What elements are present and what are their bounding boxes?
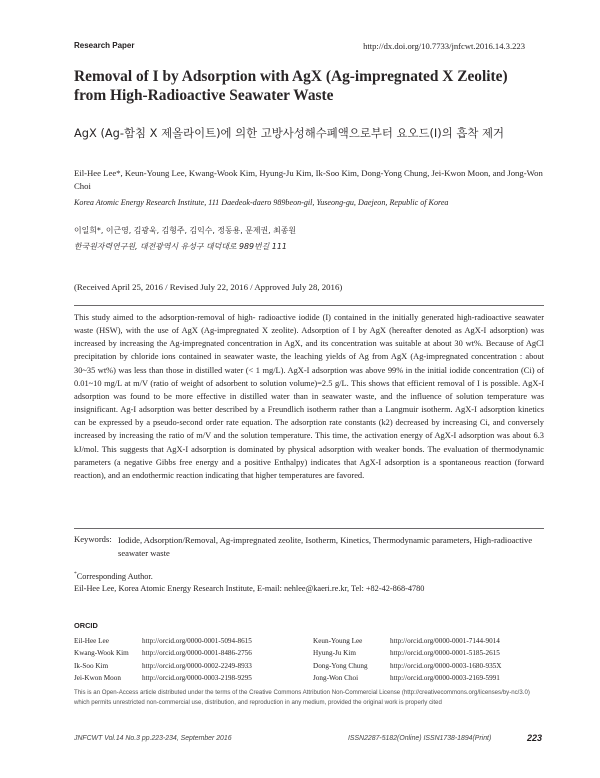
- orcid-name: Kwang-Wook Kim: [74, 649, 129, 658]
- journal-citation: JNFCWT Vol.14 No.3 pp.223-234, September 2016: [74, 735, 232, 742]
- author-list-ko: 이일희*, 이근영, 김광욱, 김형주, 김익수, 정동용, 문제권, 최종원: [74, 226, 296, 235]
- keywords-text: Iodide, Adsorption/Removal, Ag-impregnated zeolite, Isotherm, Kinetics, Thermodynamic parameters, High-radioactive seawater waste: [118, 535, 533, 558]
- submission-dates: (Received April 25, 2016 / Revised July 22, 2016 / Approved July 28, 2016): [74, 282, 343, 292]
- orcid-url[interactable]: http://orcid.org/0000-0001-7144-9014: [390, 637, 500, 645]
- author-list-en: Eil-Hee Lee*, Keun-Young Lee, Kwang-Wook Kim, Hyung-Ju Kim, Ik-Soo Kim, Dong-Yong Chung, Jei-Kwon Moon, and Jong-Won Choi: [74, 168, 543, 191]
- orcid-name: Dong-Yong Chung: [313, 661, 368, 670]
- orcid-url[interactable]: http://orcid.org/0000-0001-5094-8615: [142, 637, 252, 645]
- abstract-top-divider: [74, 305, 544, 306]
- orcid-name: Ik-Soo Kim: [74, 661, 109, 670]
- orcid-name: Jong-Won Choi: [313, 674, 359, 683]
- orcid-row: [313, 647, 501, 659]
- orcid-url[interactable]: http://orcid.org/0000-0003-2198-9295: [142, 674, 252, 683]
- orcid-row: [313, 635, 501, 647]
- paper-title-ko: AgX (Ag-함침 X 제올라이트)에 의한 고방사성해수폐액으로부터 요오드(I)의 흡착 제거: [74, 126, 504, 140]
- page-number: 223: [526, 733, 542, 743]
- orcid-row: [74, 660, 252, 672]
- orcid-row: [313, 672, 501, 684]
- orcid-name: Keun-Young Lee: [313, 637, 363, 645]
- orcid-list-right: [313, 635, 501, 685]
- orcid-name: Eil-Hee Lee: [74, 637, 109, 645]
- orcid-url[interactable]: http://orcid.org/0000-0003-2169-5991: [390, 674, 500, 683]
- orcid-heading: ORCID: [74, 621, 98, 630]
- orcid-url[interactable]: http://orcid.org/0000-0003-1680-935X: [390, 661, 502, 670]
- corresponding-author-detail: Eil-Hee Lee, Korea Atomic Energy Research Institute, E-mail: nehlee@kaeri.re.kr, Tel: +82-42-868-4780: [74, 584, 425, 593]
- corresponding-author-title: *Corresponding Author.: [74, 571, 153, 581]
- license-notice: This is an Open-Access article distributed under the terms of the Creative Commons Attribution Non-Commercial License (http://creativecommons.org/licenses/by-nc/3.0) which permits unrestricted non-commercial use, distribution, and reproduction in any medium, provided the original work is properly cited: [74, 689, 530, 706]
- affiliation-en: Korea Atomic Energy Research Institute, 111 Daedeok-daero 989beon-gil, Yuseong-gu, Daejeon, Republic of Korea: [74, 198, 449, 207]
- orcid-url[interactable]: http://orcid.org/0000-0001-5185-2615: [390, 649, 500, 658]
- orcid-url[interactable]: http://orcid.org/0000-0001-8486-2756: [142, 649, 252, 658]
- title-line-1: Removal of I by Adsorption with AgX (Ag-impregnated X Zeolite): [74, 68, 508, 85]
- orcid-row: [74, 672, 252, 684]
- issn-info: ISSN2287-5182(Online) ISSN1738-1894(Print): [348, 735, 492, 742]
- abstract-text: This study aimed to the adsorption-removal of high- radioactive iodide (I) contained in the initially generated high-radioactive seawater waste (HSW), with the use of AgX (Ag-impregnated X zeolite). Adsorption of I by AgX (hereafter denoted as AgX-I adsorption) was increased by increasing the Ag-impregnated concentration in AgX, and its concentration was suitable at about 30 wt%. Because of AgCl precipitation by chloride ions contained in seawater waste, the leaching yields of Ag from AgX (Ag-impregnated concentration : about 30~35 wt%) was less than those in distilled water (< 1 mg/L). AgX-I adsorption was above 99% in the initial iodide concentration (Ci) of 0.01~10 mg/L at m/V (ratio of weight of adsorbent to solution volume)=2.5 g/L. This shows that efficient removal of I is possible. AgX-I adsorption was found to be more effective in distilled water than in seawater waste, and the influence of solution temperature was insignificant. Ag-I adsorption was better described by a Freundlich isotherm rather than a Langmuir isotherm. AgX-I adsorption kinetics can be expressed by a pseudo-second order rate equation. The adsorption rate constants (k2) decreased by increasing Ci, and conversely increased by increasing the ratio of m/V and the solution temperature. This time, the activation energy of AgX-I adsorption was about 6.3 kJ/mol. This suggests that AgX-I adsorption is dominated by physical adsorption with weaker bonds. The evaluation of thermodynamic parameters (a negative Gibbs free energy and a positive Enthalpy) indicates that AgX-I adsorption is a spontaneous reaction (forward reaction), and an endothermic reaction indicating that higher temperatures are favored.: [74, 313, 544, 480]
- orcid-url[interactable]: http://orcid.org/0000-0002-2249-8933: [142, 661, 252, 670]
- orcid-name: Jei-Kwon Moon: [74, 674, 121, 683]
- orcid-name: Hyung-Ju Kim: [313, 649, 356, 658]
- section-label: Research Paper: [74, 41, 135, 50]
- title-line-2: from High-Radioactive Seawater Waste: [74, 87, 334, 104]
- corresponding-author-label: Corresponding Author.: [76, 571, 153, 581]
- paper-title-en: [74, 67, 544, 105]
- affiliation-ko: 한국원자력연구원, 대전광역시 유성구 대덕대로 989번길 111: [74, 242, 287, 251]
- keywords-label: Keywords:: [74, 534, 112, 544]
- orcid-row: [74, 635, 252, 647]
- orcid-list-left: [74, 635, 252, 685]
- orcid-row: [313, 660, 501, 672]
- abstract-bottom-divider: [74, 528, 544, 529]
- doi-link[interactable]: http://dx.doi.org/10.7733/jnfcwt.2016.14.3.223: [363, 41, 525, 51]
- orcid-row: [74, 647, 252, 659]
